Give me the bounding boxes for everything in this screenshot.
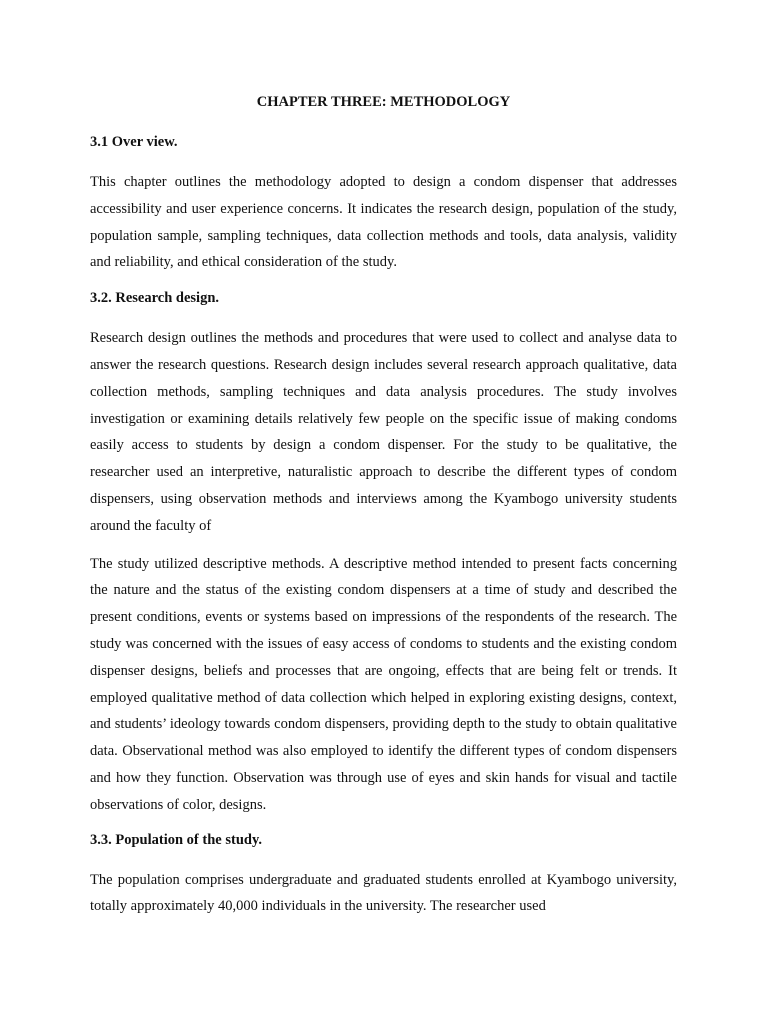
section-heading-population: 3.3. Population of the study. (90, 831, 263, 848)
chapter-title: CHAPTER THREE: METHODOLOGY (256, 94, 511, 110)
paragraph-research-design-1: Research design outlines the methods and procedures that were used to collect and analyse data to answer the research questions. Research design includes several research approach qualitative, data collection methods, sampling techniques and data analysis procedures. The study involves investigation or examining details relatively few people on the specific issue of making condoms easily access to students by design a condom dispenser. For the study to be qualitative, the researcher used an interpretive, naturalistic approach to describe the different types of condom dispensers, using observation methods and interviews among the Kyambogo university students around the faculty of (90, 330, 677, 534)
section-heading-research-design: 3.2. Research design. (90, 290, 220, 307)
paragraph-research-design-2: The study utilized descriptive methods. A descriptive method intended to present facts concerning the nature and the status of the existing condom dispensers at a time of study and described the present conditions, events or systems based on impressions of the respondents of the research. The study was concerned with the issues of easy access of condoms to students and the existing condom dispenser designs, beliefs and processes that are ongoing, effects that are being felt or trends. It employed qualitative method of data collection which helped in exploring existing designs, context, and students’ ideology towards condom dispensers, providing depth to the study to obtain qualitative data. Observational method was also employed to identify the different types of condom dispensers and how they function. Observation was through use of eyes and skin hands for visual and tactile observations of color, designs. (90, 555, 677, 813)
document-body (90, 92, 677, 931)
paragraph-overview: This chapter outlines the methodology adopted to design a condom dispenser that addresses accessibility and user experience concerns. It indicates the research design, population of the study, population sample, sampling techniques, data collection methods and tools, data analysis, validity and reliability, and ethical consideration of the study. (90, 174, 677, 271)
section-heading-overview: 3.1 Over view. (90, 134, 178, 150)
paragraph-population: The population comprises undergraduate and graduated students enrolled at Kyambogo university, totally approximately 40,000 individuals in the university. The researcher used (90, 871, 677, 915)
